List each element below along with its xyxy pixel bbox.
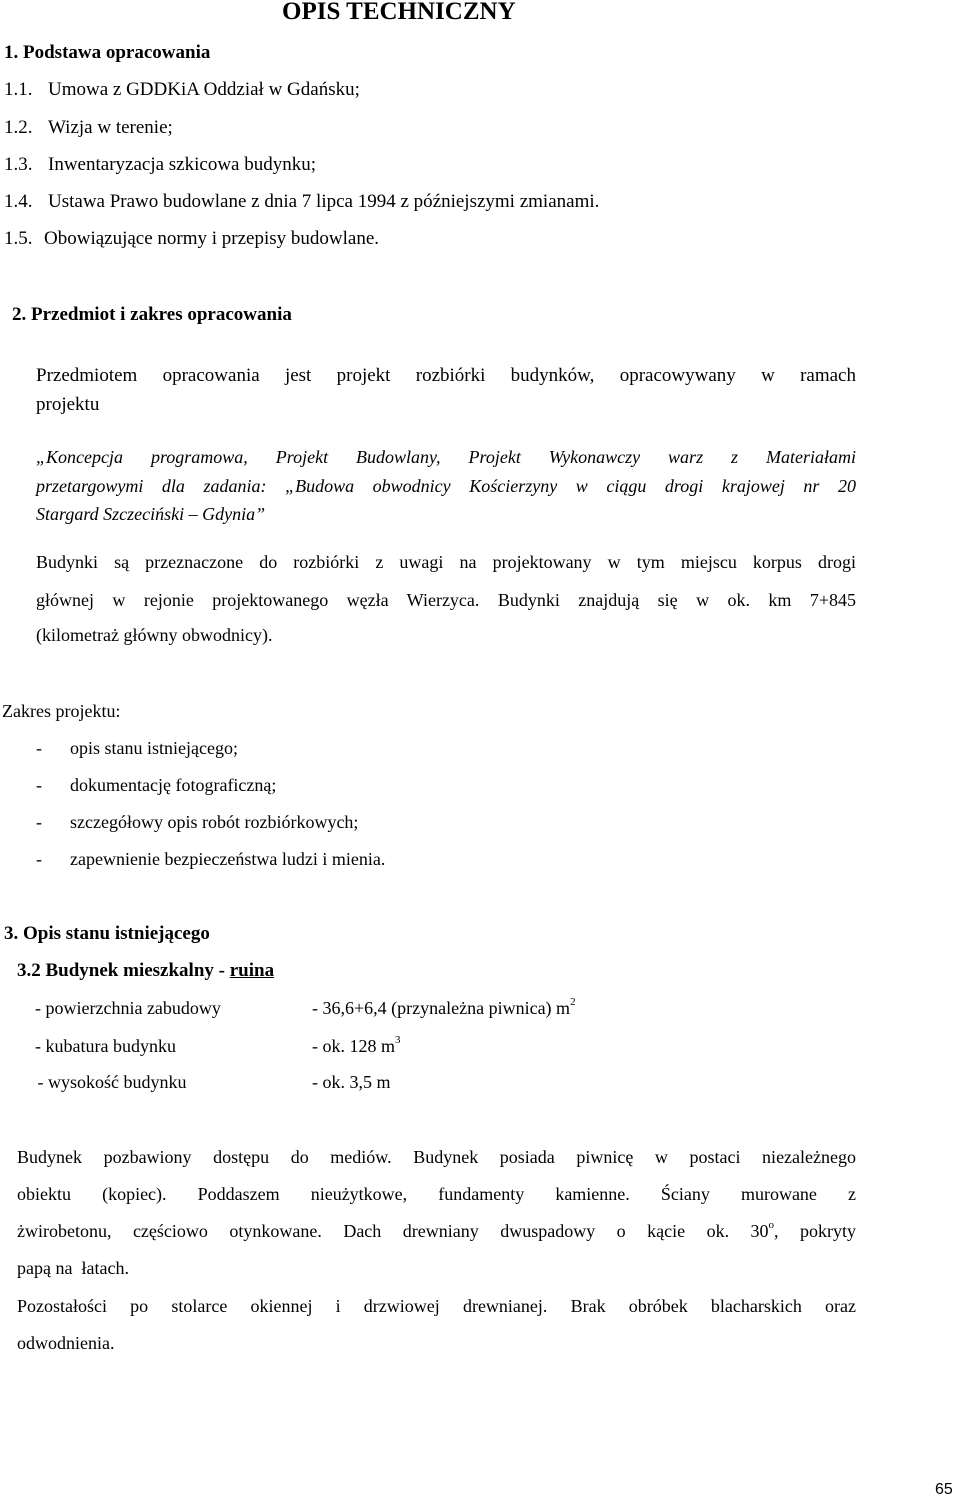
param-value: [312, 997, 576, 1019]
subsection-heading: [17, 960, 274, 982]
list-item-number: 1.3.: [4, 154, 33, 175]
list-item-text: opis stanu istniejącego;: [70, 738, 238, 758]
section-2-heading: 2. Przedmiot i zakres opracowania: [12, 304, 292, 325]
list-item: [4, 117, 173, 139]
bullet: -: [36, 849, 42, 869]
list-item: [4, 154, 317, 176]
description-line: [17, 1220, 856, 1242]
param-row: [35, 996, 576, 1019]
project-quote-line: Stargard Szczeciński – Gdynia”: [36, 504, 266, 524]
bullet: -: [36, 738, 42, 758]
description-line: Budynek pozbawiony dostępu do mediów. Budynek posiada piwnicę w postaci niezależnego: [17, 1147, 856, 1167]
paragraph-line: głównej w rejonie projektowanego węzła Wierzyca. Budynki znajdują się w ok. km 7+845: [36, 590, 856, 610]
section-1-heading: 1. Podstawa opracowania: [4, 42, 211, 63]
project-quote-line: przetargowymi dla zadania: „Budowa obwodnicy Kościerzyny w ciągu drogi krajowej nr 20: [36, 476, 856, 496]
subsection-status: ruina: [229, 960, 275, 981]
list-item-text: Umowa z GDDKiA Oddział w Gdańsku;: [48, 79, 360, 100]
section-3-heading: 3. Opis stanu istniejącego: [4, 923, 210, 944]
param-value: [312, 1035, 401, 1057]
list-item-text: Wizja w terenie;: [48, 117, 173, 138]
param-label: - kubatura budynku: [35, 1036, 176, 1056]
bullet: -: [36, 775, 42, 795]
param-row: [35, 1034, 401, 1057]
description-text: żwirobetonu, częściowo otynkowane. Dach drewniany dwuspadowy o kącie ok. 30: [17, 1221, 769, 1241]
list-item: [4, 79, 360, 101]
description-line: papą na łatach.: [17, 1258, 129, 1278]
list-item-text: dokumentację fotograficzną;: [70, 775, 277, 795]
list-item-number: 1.2.: [4, 117, 33, 138]
intro-line: Przedmiotem opracowania jest projekt rozbiórki budynków, opracowywany w ramach: [36, 365, 856, 386]
scope-label: Zakres projektu:: [2, 701, 121, 721]
bullet: -: [36, 812, 42, 832]
list-item: [36, 848, 386, 870]
paragraph-line: (kilometraż główny obwodnicy).: [36, 625, 273, 645]
list-item-text: Obowiązujące normy i przepisy budowlane.: [44, 228, 380, 249]
page-number: 65: [935, 1481, 953, 1498]
param-label: - powierzchnia zabudowy: [35, 998, 221, 1018]
param-unit-exponent: 3: [395, 1034, 401, 1046]
description-line: Pozostałości po stolarce okiennej i drzwiowej drewnianej. Brak obróbek blacharskich oraz: [17, 1296, 856, 1316]
param-unit-exponent: 2: [570, 996, 576, 1008]
list-item-text: Inwentaryzacja szkicowa budynku;: [48, 154, 317, 175]
list-item: [36, 811, 359, 833]
list-item: [4, 228, 380, 250]
list-item-number: 1.1.: [4, 79, 33, 100]
param-value: - ok. 3,5 m: [312, 1072, 391, 1092]
list-item-text: szczegółowy opis robót rozbiórkowych;: [70, 812, 359, 832]
document-title: OPIS TECHNICZNY: [282, 0, 516, 25]
list-item-text: Ustawa Prawo budowlane z dnia 7 lipca 1994 z późniejszymi zmianami.: [48, 191, 600, 212]
param-value-text: - ok. 128 m: [312, 1036, 395, 1056]
intro-line: projektu: [36, 394, 100, 415]
description-line: obiektu (kopiec). Poddaszem nieużytkowe, fundamenty kamienne. Ściany murowane z: [17, 1184, 856, 1204]
param-label: - wysokość budynku: [33, 1072, 187, 1092]
subsection-heading-text: 3.2 Budynek mieszkalny -: [17, 960, 230, 981]
list-item: [4, 191, 600, 213]
degree-mark: o: [768, 1219, 775, 1231]
description-line: odwodnienia.: [17, 1333, 115, 1353]
list-item-number: 1.5.: [4, 228, 33, 249]
list-item-text: zapewnienie bezpieczeństwa ludzi i mienia.: [70, 849, 386, 869]
list-item: [36, 737, 238, 759]
param-row: [33, 1071, 391, 1093]
param-value-text: - 36,6+6,4 (przynależna piwnica) m: [312, 998, 571, 1018]
list-item: [36, 774, 277, 796]
description-text: , pokryty: [774, 1221, 856, 1241]
project-quote-line: „Koncepcja programowa, Projekt Budowlany, Projekt Wykonawczy warz z Materiałami: [36, 447, 856, 467]
paragraph-line: Budynki są przeznaczone do rozbiórki z uwagi na projektowany w tym miejscu korpus drogi: [36, 552, 856, 572]
list-item-number: 1.4.: [4, 191, 33, 212]
